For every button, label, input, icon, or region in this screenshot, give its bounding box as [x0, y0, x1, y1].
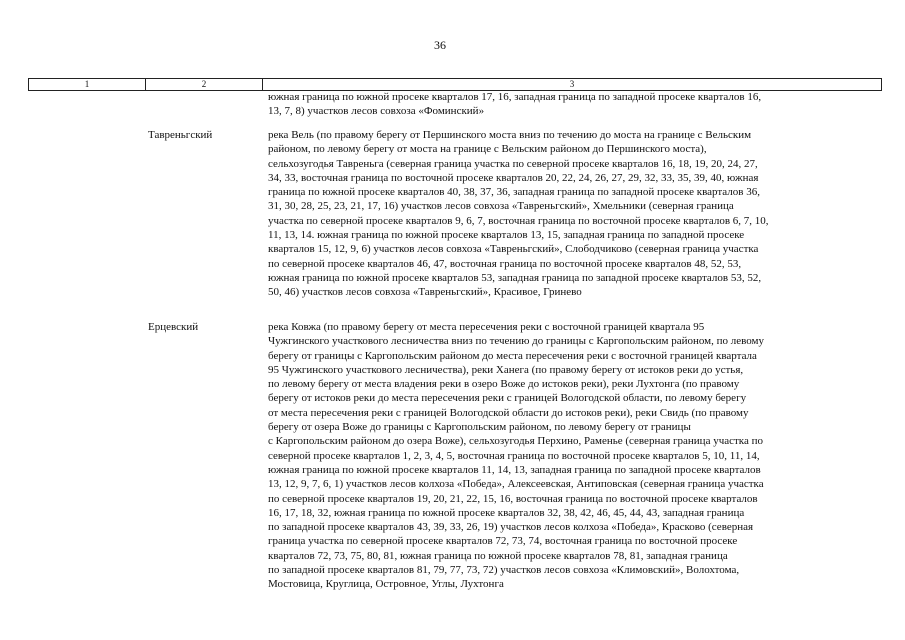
text-line: берегу от озера Воже до границы с Каргопольским районом, по левому берегу от границы: [268, 421, 691, 434]
text-line: кварталов 72, 73, 75, 80, 81, южная граница по южной просеке кварталов 78, 81, западная граница: [268, 549, 728, 562]
text-line: от места пересечения реки с границей Вологодской области до истоков реки), реки Свидь (по правому: [268, 406, 749, 419]
text-line: 50, 46) участков лесов совхоза «Тавреньгский», Красивое, Гринево: [268, 286, 582, 299]
text-line: кварталов 15, 12, 9, 6) участков лесов совхоза «Тавреньгский», Слободчиково (северная граница участка: [268, 243, 759, 256]
row-description: [268, 90, 868, 119]
text-line: южная граница по южной просеке кварталов 53, западная граница по западной просеке кварталов 53, 52,: [268, 271, 762, 284]
text-line: с Каргопольским районом до озера Воже), сельхозугодья Перхино, Раменье (северная граница участка по: [268, 435, 764, 448]
text-line: граница по южной просеке кварталов 40, 38, 37, 36, западная граница по западной просеке кварталов 36,: [268, 186, 760, 199]
text-line: по западной просеке кварталов 43, 39, 33, 26, 19) участков лесов колхоза «Победа», Красково (северная: [268, 521, 754, 534]
district-name: Тавреньгский: [148, 129, 213, 141]
text-line: южная граница по южной просеке кварталов 11, 14, 13, западная граница по западной просеке кварталов: [268, 463, 761, 476]
text-line: сельхозугодья Тавреньга (северная граница участка по северной просеке кварталов 16, 18, 19, 20, 24, 27,: [268, 157, 758, 170]
header-cell-1: 1: [29, 79, 146, 90]
text-line: северной просеке кварталов 1, 2, 3, 4, 5, восточная граница по восточной просеке кварталов 5, 10, 11, 14,: [268, 449, 760, 462]
header-cell-3: 3: [569, 79, 575, 89]
text-line: река Вель (по правому берегу от Першинского моста вниз по течению до моста на границе с Вельским: [268, 129, 752, 141]
text-line: 11, 13, 14. южная граница по южной просеке кварталов 13, 15, западная граница по западной просеке: [268, 229, 745, 242]
text-line: по северной просеке кварталов 46, 47, восточная граница по восточной просеке кварталов 48, 52, 53,: [268, 257, 742, 270]
text-line: участка по северной просеке кварталов 9, 6, 7, восточная граница по восточной просеке кварталов 6, 7, 10,: [268, 214, 769, 227]
text-line: граница участка по северной просеке кварталов 72, 73, 74, восточная граница по восточной просеке: [268, 535, 738, 548]
text-line: 34, 33, восточная граница по восточной просеке кварталов 20, 22, 24, 26, 27, 29, 32, 33, 35, 39, 40, южная: [268, 171, 759, 184]
text-line: по западной просеке кварталов 81, 79, 77, 73, 72) участков лесов совхоза «Климовский», Волохтома,: [268, 564, 740, 577]
text-line: 95 Чужгинского участкового лесничества), реки Ханега (по правому берегу от истоков реки до устья,: [268, 363, 744, 376]
text-line: Мостовица, Круглица, Островное, Углы, Лухтонга: [268, 578, 504, 591]
row-description: [268, 320, 868, 592]
text-line: районом, по левому берегу от моста на границе с Вельским районом до Першинского моста),: [268, 143, 707, 156]
header-cell-2: 2: [146, 79, 263, 90]
text-line: южная граница по южной просеке кварталов 17, 16, западная граница по западной просеке кварталов 16,: [268, 91, 762, 103]
text-line: берегу от границы с Каргопольским районом до места пересечения реки с восточной границей квартала: [268, 349, 757, 362]
text-line: 31, 30, 28, 25, 23, 21, 17, 16) участков лесов совхоза «Тавреньгский», Хмельники (северная граница: [268, 200, 734, 213]
district-name: Ерцевский: [148, 321, 199, 333]
text-line: 16, 17, 18, 32, южная граница по южной просеке кварталов 32, 38, 42, 46, 45, 44, 43, западная граница: [268, 506, 745, 519]
text-line: по северной просеке кварталов 19, 20, 21, 22, 15, 16, восточная граница по восточной просеке кварталов: [268, 492, 758, 505]
row-description: [268, 128, 868, 300]
text-line: по левому берегу от места владения реки в озеро Воже до истоков реки), реки Лухтонга (по правому: [268, 378, 740, 391]
text-line: 13, 7, 8) участков лесов совхоза «Фоминский»: [268, 105, 485, 118]
text-line: берегу от истоков реки до места пересечения реки с границей Вологодской области, по левому берегу: [268, 392, 747, 405]
text-line: Чужгинского участкового лесничества вниз по течению до границы с Каргопольским районом, по левому: [268, 335, 765, 348]
text-line: 13, 12, 9, 7, 6, 1) участков лесов колхоза «Победа», Алексеевская, Антиповская (северная граница участка: [268, 478, 764, 491]
page-number: 36: [434, 38, 446, 52]
text-line: река Ковжа (по правому берегу от места пересечения реки с восточной границей квартала 95: [268, 321, 705, 333]
